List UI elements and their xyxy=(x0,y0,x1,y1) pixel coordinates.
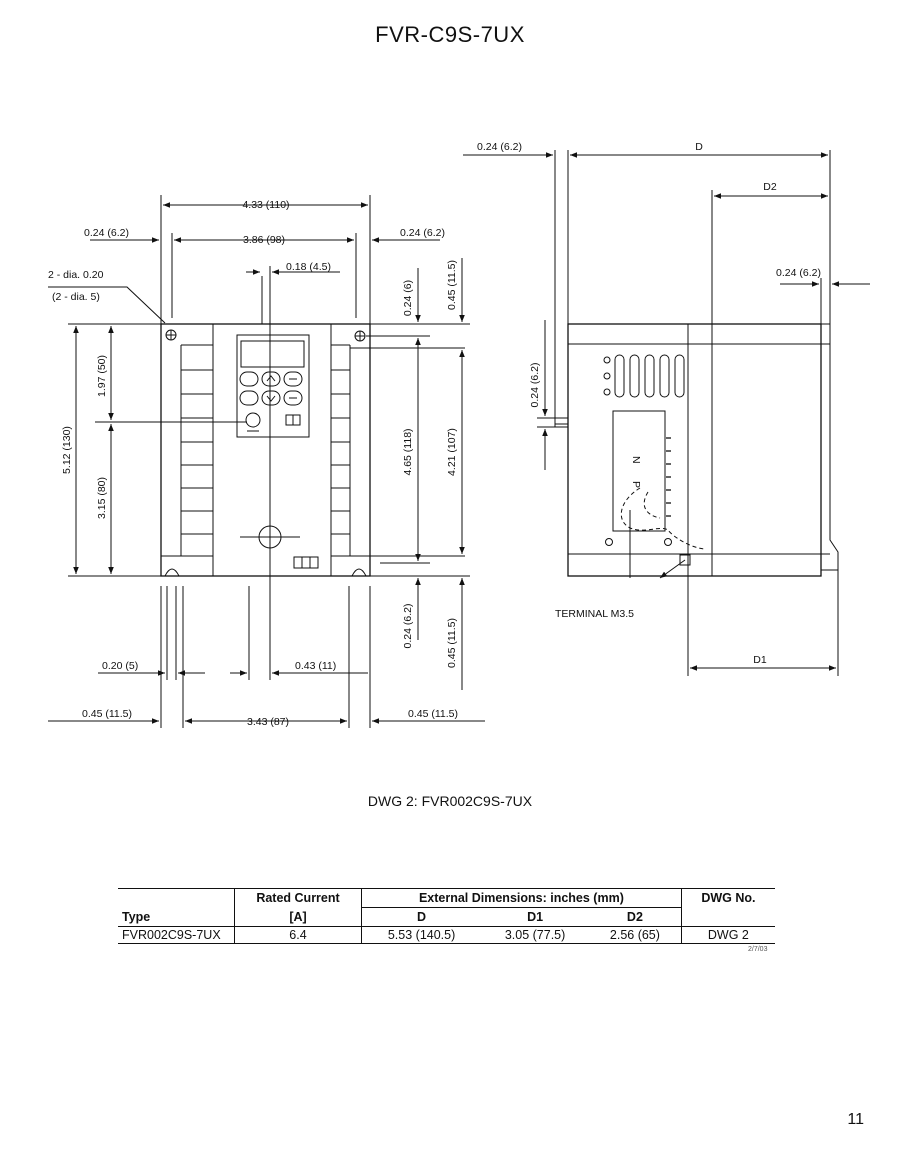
potentiometer-icon xyxy=(246,413,260,427)
right-fins xyxy=(331,345,350,556)
left-fins xyxy=(181,345,213,556)
vent-slots xyxy=(604,355,684,397)
dim-height-421: 4.21 (107) xyxy=(446,428,458,476)
dim-height-465: 4.65 (118) xyxy=(402,428,414,476)
side-left-vertical: 0.24 (6.2) xyxy=(529,362,541,408)
side-dim-d: D xyxy=(695,141,703,153)
cell-d: 5.53 (140.5) xyxy=(387,928,456,942)
header-dwg-no: DWG No. xyxy=(701,891,756,906)
dim-right-top-1: 0.24 (6) xyxy=(402,279,414,317)
dim-bottom-left-045: 0.45 (11.5) xyxy=(82,708,133,720)
terminal-label: TERMINAL M3.5 xyxy=(555,608,634,620)
dim-bottom-343: 3.43 (87) xyxy=(246,716,290,728)
page-title: FVR-C9S-7UX xyxy=(375,22,525,47)
side-dim-d1: D1 xyxy=(753,654,767,666)
dim-width-inner: 3.86 (98) xyxy=(242,234,286,246)
header-rated-current-unit: [A] xyxy=(235,908,362,927)
dim-bottom-right-045: 0.45 (11.5) xyxy=(408,708,459,720)
cell-dwg: DWG 2 xyxy=(707,928,749,942)
dim-center-offset: 0.18 (4.5) xyxy=(286,261,331,273)
dim-bottom-043: 0.43 (11) xyxy=(295,660,337,672)
terminal-ticks xyxy=(666,438,671,516)
dim-offset-left: 0.24 (6.2) xyxy=(84,227,129,239)
header-d: D xyxy=(417,910,427,924)
cell-current: 6.4 xyxy=(235,927,362,944)
dim-bottom-right-2: 0.45 (11.5) xyxy=(446,617,458,669)
hole-label-metric: (2 - dia. 5) xyxy=(52,291,100,303)
revision-note: 2/7/03 xyxy=(748,946,768,953)
header-d1: D1 xyxy=(527,910,544,924)
dim-height-overall: 5.12 (130) xyxy=(61,426,73,474)
keypad-panel xyxy=(237,335,309,437)
side-top-offset: 0.24 (6.2) xyxy=(477,141,522,153)
mount-hole-icon xyxy=(166,330,176,340)
dim-height-upper: 1.97 (50) xyxy=(96,354,108,398)
dim-width-overall: 4.33 (110) xyxy=(242,199,290,211)
cell-d2: 2.56 (65) xyxy=(589,927,681,944)
dim-height-lower: 3.15 (80) xyxy=(96,476,108,520)
cell-d1: 3.05 (77.5) xyxy=(504,928,566,942)
dim-offset-right: 0.24 (6.2) xyxy=(400,227,445,239)
spec-table xyxy=(118,888,775,944)
side-view xyxy=(463,141,870,676)
terminal-letter-n: N xyxy=(630,456,642,464)
header-d2: D2 xyxy=(589,908,681,927)
header-rated-current: Rated Current xyxy=(235,889,362,908)
mount-hole-icon xyxy=(355,331,365,341)
display-window xyxy=(241,341,304,367)
table-row xyxy=(118,927,775,944)
side-right-offset: 0.24 (6.2) xyxy=(776,267,821,279)
cell-type: FVR002C9S-7UX xyxy=(118,927,235,944)
dim-right-top-2: 0.45 (11.5) xyxy=(446,259,458,311)
terminal-letter-p: P xyxy=(630,481,642,489)
header-type: Type xyxy=(118,908,235,927)
dim-bottom-020: 0.20 (5) xyxy=(102,660,139,672)
drawing-caption: DWG 2: FVR002C9S-7UX xyxy=(367,793,533,809)
front-view xyxy=(48,195,485,728)
side-dim-d2: D2 xyxy=(763,181,777,193)
dim-bottom-right-1: 0.24 (6.2) xyxy=(402,603,414,649)
header-external-dimensions: External Dimensions: inches (mm) xyxy=(362,889,682,908)
page-number: 11 xyxy=(847,1111,864,1128)
hole-label: 2 - dia. 0.20 xyxy=(48,269,104,281)
